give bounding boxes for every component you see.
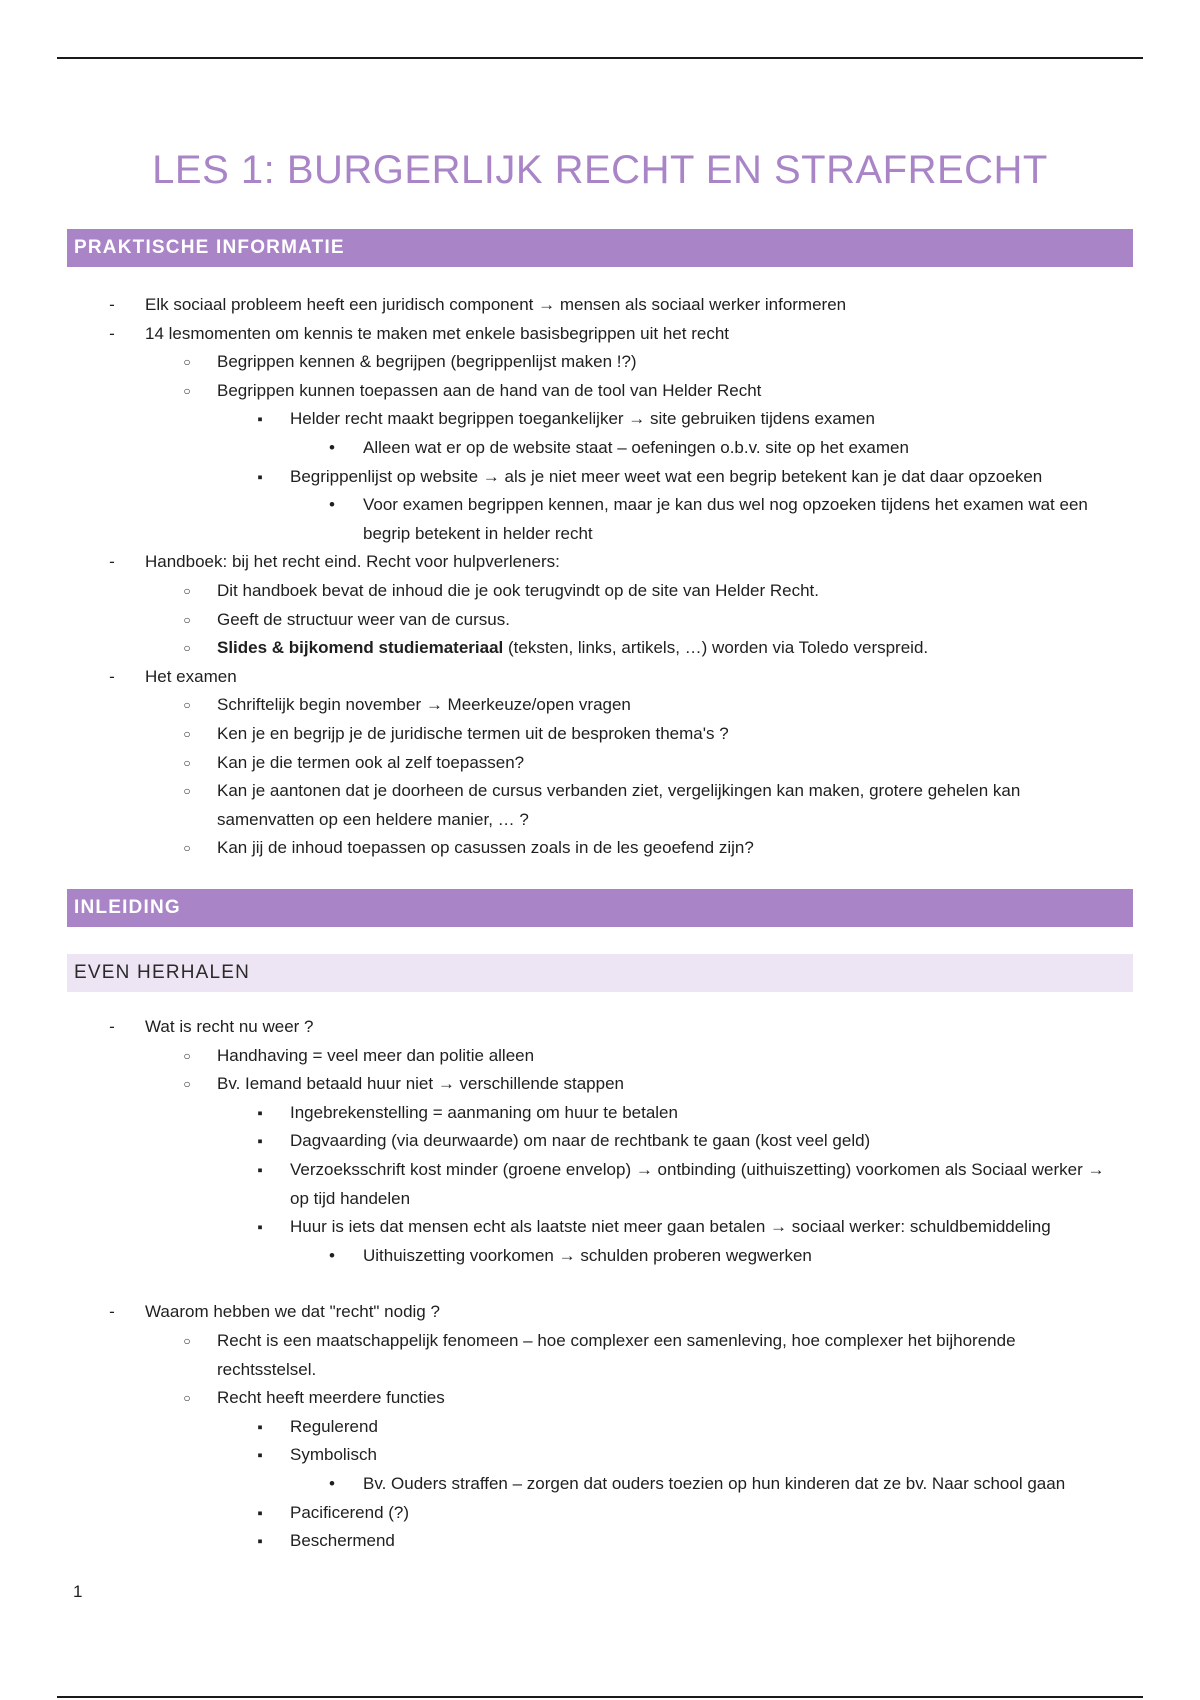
circle-bullet — [175, 1042, 199, 1072]
list-item-text: Het examen — [145, 666, 237, 686]
list-item-text: Handboek: bij het recht eind. Recht voor hulpverleners: — [145, 552, 560, 572]
list-item — [0, 1413, 1200, 1442]
list-item — [0, 1527, 1200, 1556]
dash-bullet — [100, 291, 124, 320]
list-item — [0, 691, 1200, 720]
list-item — [0, 663, 1200, 692]
square-bullet — [248, 1527, 272, 1557]
circle-bullet — [175, 348, 199, 378]
section-heading-inleiding: INLEIDING — [67, 889, 1133, 927]
list-item-text: Beschermend — [290, 1531, 395, 1551]
square-bullet — [248, 405, 272, 435]
list-item-text: Dagvaarding (via deurwaarde) om naar de rechtbank te gaan (kost veel geld) — [290, 1131, 871, 1151]
list-item — [0, 1042, 1200, 1071]
list-item-text: Begrippen kunnen toepassen aan de hand van de tool van Helder Recht — [217, 380, 762, 400]
dot-bullet — [320, 1470, 344, 1499]
list-item-text: Regulerend — [290, 1416, 378, 1436]
list-item-text: Waarom hebben we dat "recht" nodig ? — [145, 1302, 440, 1322]
praktische-informatie-list — [0, 291, 1200, 863]
circle-bullet — [175, 691, 199, 721]
list-item-text: 14 lesmomenten om kennis te maken met enkele basisbegrippen uit het recht — [145, 323, 729, 343]
list-item-text-rest: (teksten, links, artikels, …) worden via Toledo verspreid. — [503, 638, 929, 658]
circle-bullet — [175, 777, 199, 807]
dot-bullet — [320, 491, 344, 520]
square-bullet — [248, 1213, 272, 1243]
list-item — [0, 1127, 1200, 1156]
list-item — [0, 577, 1200, 606]
footer-rule — [57, 1696, 1143, 1698]
square-bullet — [248, 1441, 272, 1471]
list-item-text: Alleen wat er op de website staat – oefeningen o.b.v. site op het examen — [363, 437, 909, 457]
dash-bullet — [100, 1013, 124, 1042]
dash-bullet — [100, 548, 124, 577]
subsection-heading-even-herhalen: EVEN HERHALEN — [67, 954, 1133, 992]
list-item-text — [217, 634, 1200, 663]
list-item — [0, 749, 1200, 778]
circle-bullet — [175, 834, 199, 864]
list-item — [0, 377, 1200, 406]
circle-bullet — [175, 1327, 199, 1357]
list-item — [0, 1013, 1200, 1042]
list-item — [0, 634, 1200, 663]
square-bullet — [248, 1499, 272, 1529]
list-item — [0, 548, 1200, 577]
list-item-text: Dit handboek bevat de inhoud die je ook terugvindt op de site van Helder Recht. — [217, 580, 820, 600]
list-item-text: Bv. Ouders straffen – zorgen dat ouders toezien op hun kinderen dat ze bv. Naar school gaan — [363, 1473, 1066, 1493]
dot-bullet — [320, 434, 344, 463]
list-item-text: Recht heeft meerdere functies — [217, 1388, 445, 1408]
list-item — [0, 348, 1200, 377]
list-item — [0, 463, 1200, 492]
list-item-text: Kan je aantonen dat je doorheen de cursus verbanden ziet, vergelijkingen kan maken, grotere gehelen kan samenvatten op een heldere manier, … ? — [217, 781, 1021, 829]
list-item-text: Geeft de structuur weer van de cursus. — [217, 609, 510, 629]
circle-bullet — [175, 606, 199, 636]
list-item-text: Ken je en begrijp je de juridische termen uit de besproken thema's ? — [217, 723, 729, 743]
circle-bullet — [175, 1070, 199, 1100]
list-item — [0, 405, 1200, 434]
list-item-text: Wat is recht nu weer ? — [145, 1017, 314, 1036]
circle-bullet — [175, 749, 199, 779]
list-item-text: Voor examen begrippen kennen, maar je kan dus wel nog opzoeken tijdens het examen wat een begrip betekent in helder recht — [363, 495, 1088, 543]
square-bullet — [248, 1099, 272, 1129]
square-bullet — [248, 1413, 272, 1443]
dash-bullet — [100, 1298, 124, 1327]
list-item — [0, 320, 1200, 349]
list-item — [0, 834, 1200, 863]
circle-bullet — [175, 720, 199, 750]
list-item — [0, 1298, 1200, 1327]
list-item-text: Elk sociaal probleem heeft een juridisch component → mensen als sociaal werker informeren — [145, 295, 847, 314]
bold-text: Slides & bijkomend studiemateriaal — [217, 638, 504, 658]
list-item — [0, 291, 1200, 320]
list-item — [0, 1327, 1200, 1384]
list-item-text: Begrippen kennen & begrijpen (begrippenlijst maken !?) — [217, 352, 637, 372]
list-item-text: Helder recht maakt begrippen toegankelijker → site gebruiken tijdens examen — [290, 409, 875, 429]
square-bullet — [248, 463, 272, 493]
list-item — [0, 491, 1200, 548]
header-rule — [57, 57, 1143, 59]
list-item-text: Huur is iets dat mensen echt als laatste niet meer gaan betalen → sociaal werker: schuldbemiddeling — [290, 1217, 1051, 1237]
list-item-text: Uithuiszetting voorkomen → schulden proberen wegwerken — [363, 1245, 812, 1265]
section-heading-praktische-informatie: PRAKTISCHE INFORMATIE — [67, 229, 1133, 267]
list-item — [0, 1070, 1200, 1099]
list-item — [0, 1470, 1200, 1499]
list-item — [0, 434, 1200, 463]
list-item-text: Bv. Iemand betaald huur niet → verschillende stappen — [217, 1074, 624, 1094]
list-item — [0, 1099, 1200, 1128]
list-item — [0, 1242, 1200, 1271]
document-title: LES 1: BURGERLIJK RECHT EN STRAFRECHT — [152, 148, 1048, 192]
list-item — [0, 1441, 1200, 1470]
page-number: 1 — [73, 1582, 83, 1601]
list-item-text: Kan je die termen ook al zelf toepassen? — [217, 752, 525, 772]
list-item — [0, 1384, 1200, 1413]
list-item-text: Kan jij de inhoud toepassen op casussen zoals in de les geoefend zijn? — [217, 838, 754, 858]
list-item-text: Recht is een maatschappelijk fenomeen – hoe complexer een samenleving, hoe complexer het bijhorende rechtsstelsel. — [217, 1330, 1016, 1379]
circle-bullet — [175, 377, 199, 407]
list-item-text: Symbolisch — [290, 1445, 377, 1465]
dot-bullet — [320, 1242, 344, 1271]
circle-bullet — [175, 634, 199, 664]
list-item — [0, 720, 1200, 749]
square-bullet — [248, 1156, 272, 1186]
list-item-text: Ingebrekenstelling = aanmaning om huur te betalen — [290, 1102, 678, 1122]
even-herhalen-list — [0, 1013, 1200, 1556]
list-item — [0, 777, 1200, 834]
list-spacer — [0, 1270, 1200, 1298]
dash-bullet — [100, 663, 124, 692]
dash-bullet — [100, 320, 124, 349]
list-item — [0, 1499, 1200, 1528]
square-bullet — [248, 1127, 272, 1157]
list-item-text: Begrippenlijst op website → als je niet meer weet wat een begrip betekent kan je dat daar opzoeken — [290, 466, 1043, 486]
list-item — [0, 1156, 1200, 1213]
circle-bullet — [175, 577, 199, 607]
list-item — [0, 1213, 1200, 1242]
list-item-text: Pacificerend (?) — [290, 1502, 410, 1522]
circle-bullet — [175, 1384, 199, 1414]
list-item — [0, 606, 1200, 635]
list-item-text: Verzoeksschrift kost minder (groene envelop) → ontbinding (uithuiszetting) voorkomen als Sociaal werker → op tijd handelen — [290, 1159, 1105, 1208]
list-item-text: Schriftelijk begin november → Meerkeuze/open vragen — [217, 695, 631, 715]
list-item-text: Handhaving = veel meer dan politie alleen — [217, 1045, 535, 1065]
